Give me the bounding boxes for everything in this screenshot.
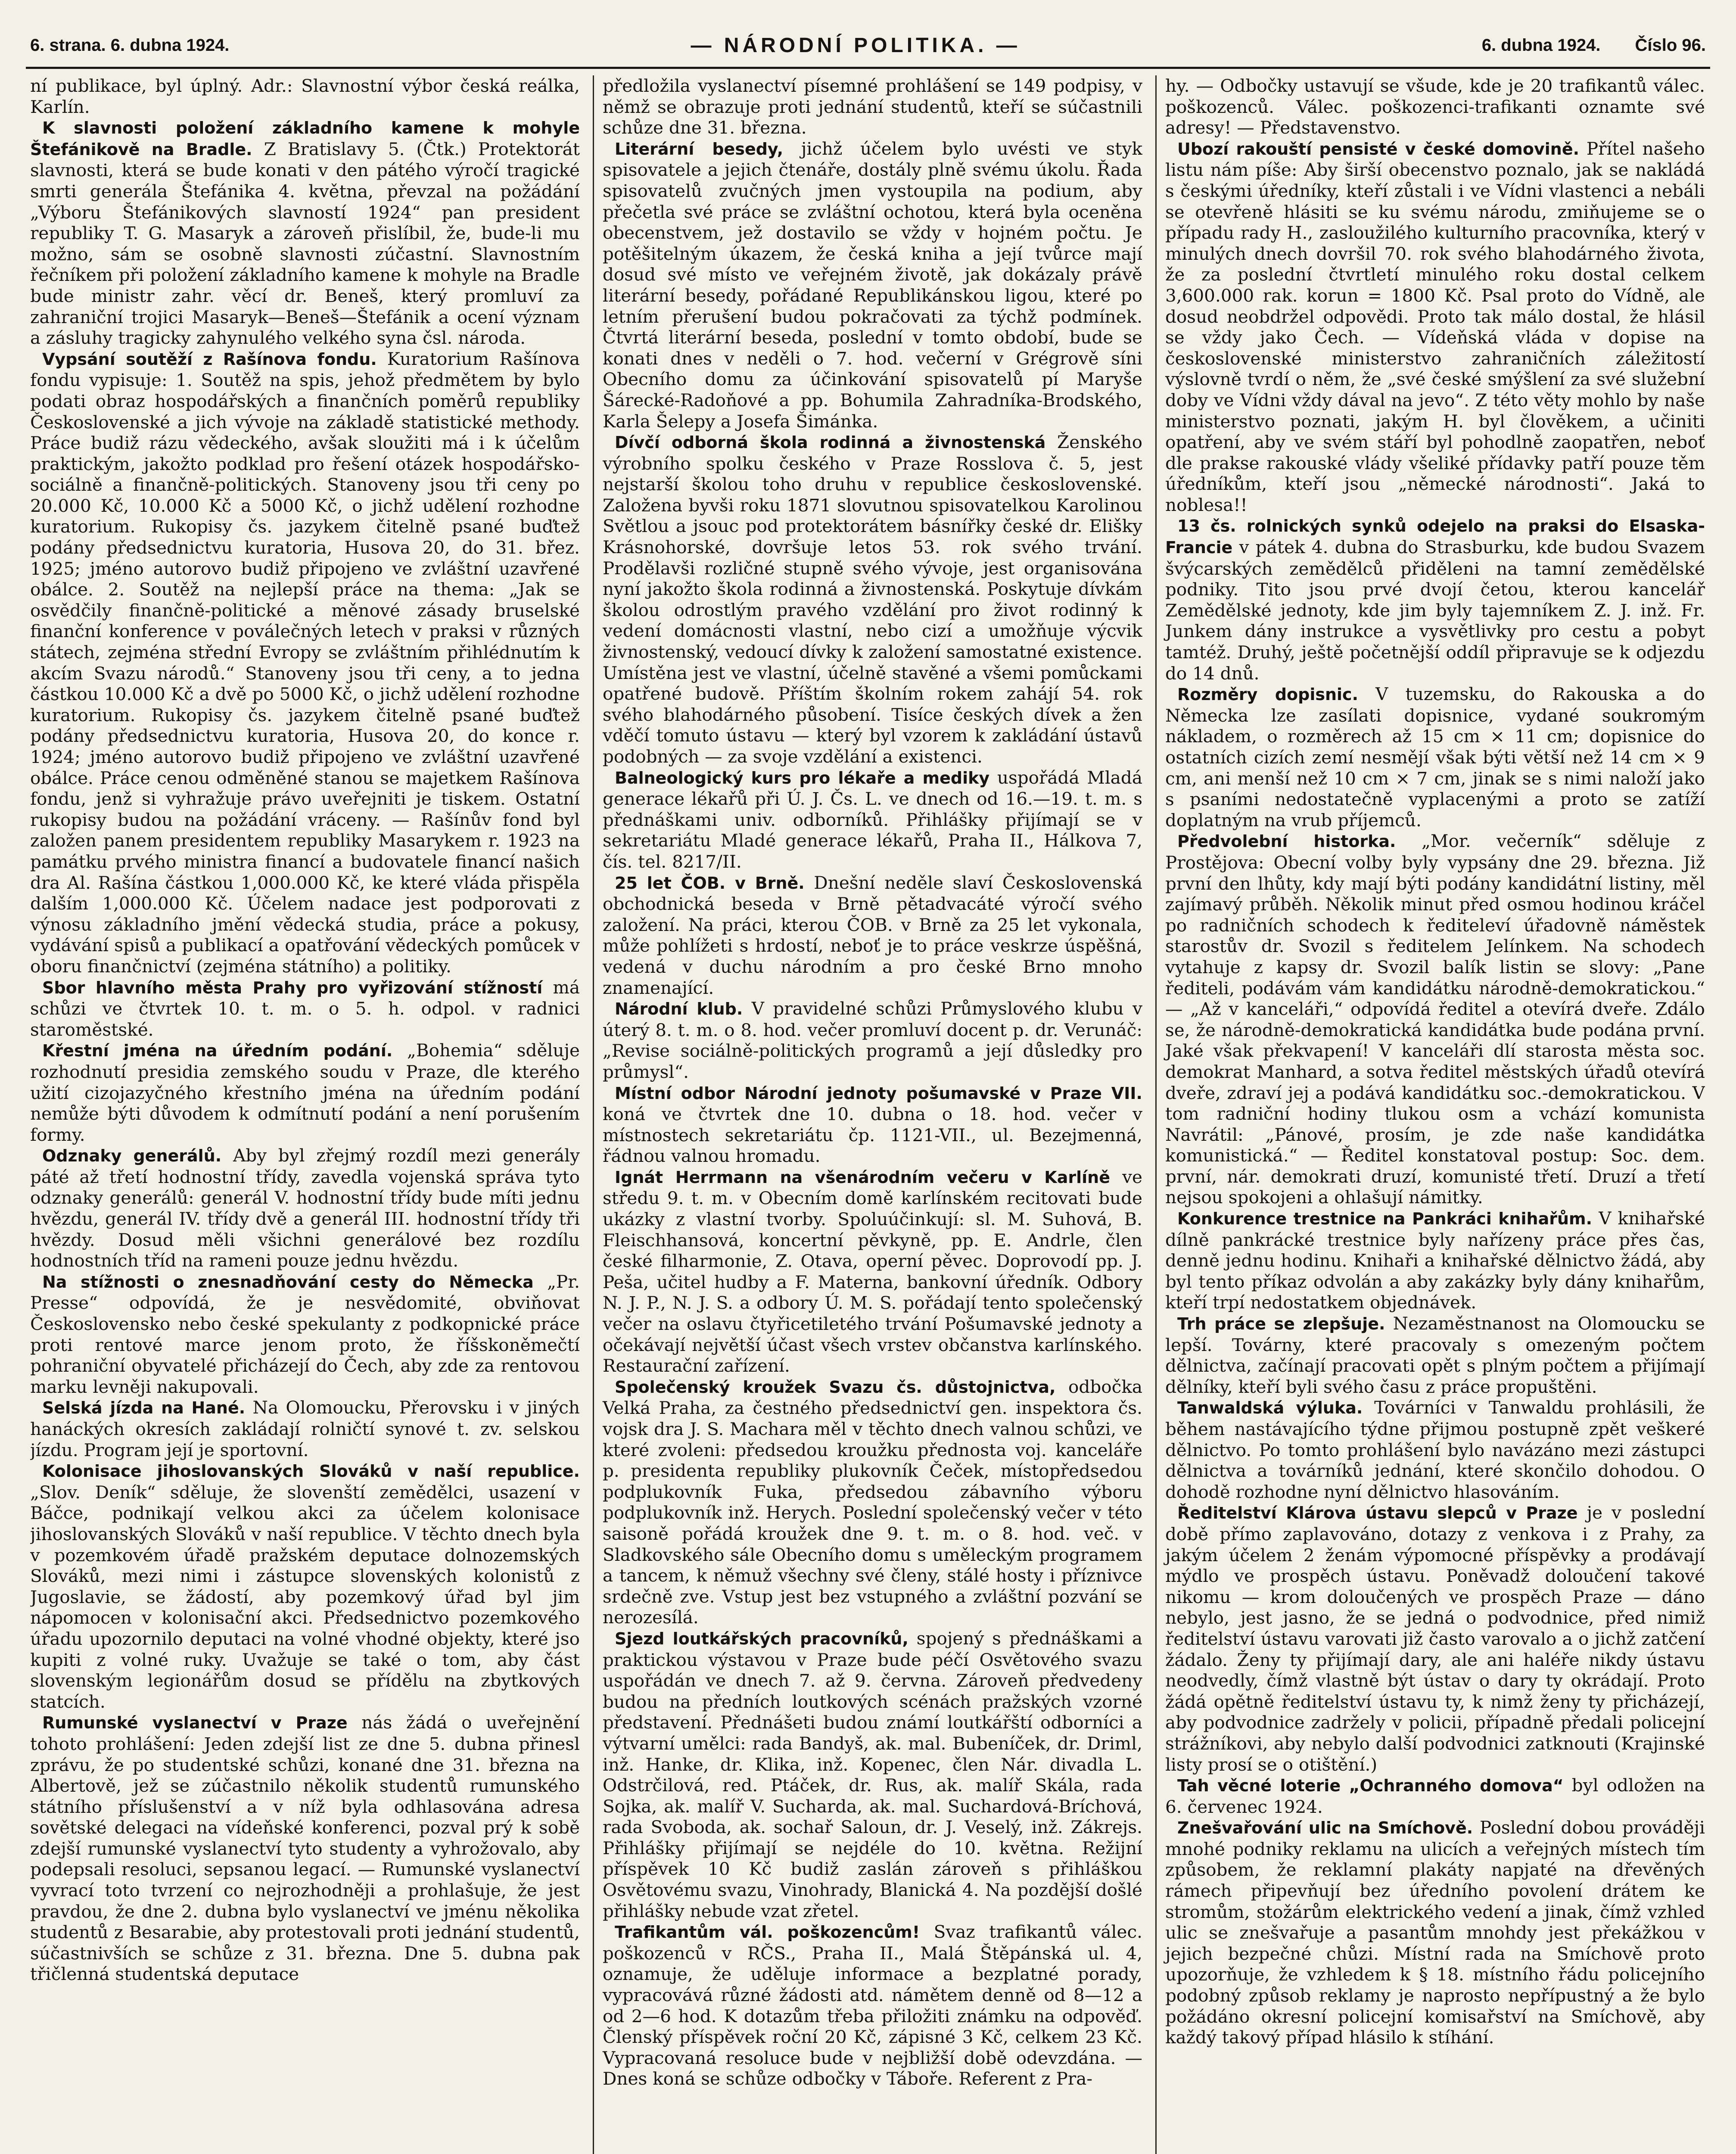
article-heading: Dívčí odborná škola rodinná a živnostenská: [615, 433, 1046, 452]
article-heading: Znešvařování ulic na Smíchově.: [1177, 1818, 1473, 1838]
article: [603, 1921, 1142, 2089]
article-body: V pravidelné schůzi Průmyslového klubu v úterý 8. t. m. o 8. hod. večer promluví docent p. dr. Verunáč: „Revise sociálně-politických programů a její důsledky pro průmysl“.: [603, 998, 1142, 1082]
column-2: [593, 75, 1142, 2154]
article-heading: Tanwaldská výluka.: [1177, 1398, 1363, 1418]
article-body: Aby byl zřejmý rozdíl mezi generály páté až třetí hodnostní třídy, zavedla vojenská správa tyto odznaky generálů: generál V. hodnostní třídy bude míti jednu hvězdu, generál IV. třídy dvě a generál III. hodnostní třídy tři hvězdy. Dosud měli všichni generálové bez rozdílu hodnostních tříd na rameni pouze jednu hvězdu.: [30, 1145, 580, 1271]
article-body: uspořádá Mladá generace lékařů při Ú. J. Čs. L. ve dnech od 16.—19. t. m. s přednáškami univ. odborníků. Přihlášky přijímají se v sekretariátu Mladé generace lékařů, Praha II., Hálkova 7, čís. tel. 8217/II.: [603, 767, 1142, 872]
article-body: „Slov. Deník“ sděluje, že slovenští zemědělci, usazení v Báčce, podnikají velkou akci za účelem kolonisace jihoslovanských Slováků v naší republice. V těchto dnech byla v pozemkovém úřadě pražském deputace dolnozemských Slováků, mezi nimi i zástupce slovenských kolonistů z Jugoslavie, se žádostí, aby pozemkový úřad byl jim nápomocen v kolonisační akci. Předsednictvo pozemkového úřadu upozornilo deputaci na volné vhodné objekty, které jso kupiti z volné ruky. Uvažuje se také o tom, aby část slovenským legionářům dosud se přídělu na zbytkových statcích.: [30, 1482, 580, 1712]
article-heading: Konkurence trestnice na Pankráci knihařům.: [1177, 1209, 1593, 1229]
page-header: [30, 26, 1706, 65]
article-heading: Rozměry dopisnic.: [1177, 685, 1359, 704]
article-heading: Ignát Herrmann na všenárodním večeru v Karlíně: [615, 1167, 1110, 1187]
article: [1165, 75, 1705, 138]
article-body: „Mor. večerník“ sděluje z Prostějova: Obecní volby byly vypsány dne 29. března. Již první den lhůty, kdy mají býti podány kandidátní listiny, měl zajímavý průběh. Několik minut před osmou hodinou kráčel po radničních schodech k řediteleví úřadovně náměstek starostův dr. Svozil s ředitelem Jelínkem. Na schodech vytahuje z kapsy dr. Svozil balík listin se slovy: „Pane řediteli, podávám vám kandidátku národně-demokratickou.“ — „Až v kanceláři,“ odpovídá ředitel a otevírá dveře. Zdálo se, že národně-demokratická kandidátka bude podána první. Jaké však překvapení! V kanceláři dlí starosta města soc. demokrat Manhard, a sotva ředitel městských úřadů otevírá dveře, zdraví jej a podává kandidátku soc.-demokratickou. V tom radniční hodiny tlukou osm a vchází komunista Navrátil: „Pánové, prosím, je zde naše kandidátka komunistická.“ — Ředitel konstatoval postup: Soc. dem. první, nár. demokrati druzí, komunisté třetí. Druzí a třetí nejsou spokojeni a ohlašují námitky.: [1165, 831, 1705, 1208]
article-body: ní publikace, byl úplný. Adr.: Slavnostní výbor česká reálka, Karlín.: [30, 75, 580, 117]
article-body: Poslední dobou prováději mnohé podniky reklamu na ulicích a veřejných místech tím způsobem, že reklamní plakáty napjaté na dřevěných rámech připevňují bez úředního povolení drátem ke stromům, stožárům elektrického vedení a jinak, čímž vzhled ulic se znešvařuje a pasantům mnohdy jest překážkou v jejich bezpečné chůzi. Místní rada na Smíchově proto upozorňuje, že vzhledem k § 18. místního řádu policejního podobný způsob reklamy je naprosto nepřípustný a že bylo požádáno okresní policejní komisařství na Smíchově, aby každý takový případ hlásilo k stíhání.: [1165, 1817, 1705, 2048]
article-body: předložila vyslanectví písemné prohlášení se 149 podpisy, v němž se obrazuje proti jednání studentů, kteří se súčastnili schůze dne 31. března.: [603, 75, 1142, 138]
article-heading: 13 čs. rolnických synků odejelo na praksi do Elsaska-Francie: [1165, 517, 1705, 557]
article-heading: Balneologický kurs pro lékaře a mediky: [615, 768, 990, 788]
article-body: Nezaměstnanost na Olomoucku se lepší. Továrny, které pracovaly s omezeným počtem dělnictva, začínají pracovati opět s plným počtem a přijímají dělníky, kteří byli svého času z práce propuštěni.: [1165, 1313, 1705, 1397]
article-body: v pátek 4. dubna do Strasburku, kde budou Svazem švýcarských zemědělců přiděleni na tamní zemědělské podniky. Tito jsou prvé dvojí četou, kterou kancelář Zemědělské jednoty, kde jim byly tajemníkem Z. J. inž. Fr. Junkem dány instrukce a vysvětlivky pro cestu a pobyt tamtéž. Druhý, ještě početnější oddíl připravuje se k odjezdu do 14 dnů.: [1165, 537, 1705, 684]
article-body: Dnešní neděle slaví Československá obchodnická beseda v Brně pětadvacáté výročí svého založení. Na práci, kterou ČOB. v Brně za 25 let vykonala, může pohlížeti s hrdostí, neboť je to práce veskrze úspěšná, vedená v duchu národním a pro české Brno mnoho znamenající.: [603, 872, 1142, 998]
article: [30, 1460, 580, 1712]
article: [30, 977, 580, 1040]
article-body: Svaz trafikantů válec. poškozenců v RČS., Praha II., Malá Štěpánská ul. 4, oznamuje, že uděluje informace a bezplatné porady, vypracovává různé žádosti atd. námětem denně od 8—12 a od 2—6 hod. K dotazům třeba přiložiti známku na odpověď. Členský příspěvek roční 20 Kč, zápisné 3 Kč, celkem 23 Kč. Vypracovaná resoluce bude v nejbližší době odevzdána. — Dnes koná se schůze odbočky v Táboře. Referent z Pra-: [603, 1921, 1142, 2089]
page-label: 6. strana. 6. dubna 1924.: [30, 35, 230, 55]
article: [603, 1376, 1142, 1628]
article-heading: Kolonisace jihoslovanských Slováků v naší republice.: [42, 1462, 580, 1481]
issue-number: Číslo 96.: [1635, 35, 1706, 55]
article-heading: K slavnosti položení základního kamene k mohyle Štefánikově na Bradle.: [30, 118, 580, 159]
article-body: odbočka Velká Praha, za čestného předsednictví gen. inspektora čs. vojsk dra J. S. Machara měl v těchto dnech valnou schůzi, ve které zvoleni: předsedou kroužku přednosta voj. kanceláře p. presidenta republiky plukovník Čeček, místopředsedou podplukovník Fuka, předsedou zábavního výboru podplukovník inž. Herych. Poslední společenský večer v této saisoně pořádá kroužek dne 9. t. m. o 8. hod. več. v Sladkovského sále Obecního domu s uměleckým programem a tancem, k němuž všechny své členy, stálé hosty i příznivce srdečně zve. Vstup jest bez vstupného a zvláštní pozvání se nerozesílá.: [603, 1376, 1142, 1628]
article-body: Z Bratislavy 5. (Čtk.) Protektorát slavnosti, která se bude konati v den pátého výročí tragické smrti generála Štefánika 4. května, převzal na požádání „Výboru Štefánikových slavností 1924“ pan president republiky T. G. Masaryk a zároveň přislíbil, že, bude-li mu možno, sám se osobně slavnosti zúčastní. Slavnostním řečníkem při položení základního kamene k mohyle na Bradle bude ministr zahr. věcí dr. Beneš, který promluví za zahraniční trojici Masaryk—Beneš—Štefánik a ocení význam a zásluhy tragicky zahynulého velkého syna čsl. národa.: [30, 138, 580, 349]
article: [1165, 515, 1705, 684]
article-heading: Sbor hlavního města Prahy pro vyřizování stížností: [42, 978, 543, 997]
article: [603, 432, 1142, 767]
column-1: [30, 75, 580, 2154]
article-body: ve středu 9. t. m. v Obecním domě karlínském recitovati bude ukázky z vlastní tvorby. Spoluúčinkují: sl. M. Suhová, B. Fleischhansová, koncertní pěvkyně, pp. E. Andrle, člen české filharmonie, Z. Otava, operní pěvec. Doprovodí pp. J. Peša, učitel hudby a F. Materna, bankovní úředník. Odbory N. J. P., N. J. S. a odbory Ú. M. S. pořádají tento společenský večer na oslavu čtyřicetiletého trvání Pošumavské jednoty a očekávají největší účast všech vrstev občanstva karlínského. Restaurační zařízení.: [603, 1166, 1142, 1376]
column-3: [1155, 75, 1705, 2154]
article: [603, 1083, 1142, 1167]
article-body: V tuzemsku, do Rakouska a do Německa lze zasílati dopisnice, vydané soukromým nákladem, o rozměrech až 15 cm × 11 cm; dopisnice do ostatních cizích zemí nesmějí však býti větší než 14 cm × 9 cm, ani menší než 10 cm × 7 cm, jinak se s nimi naloží jako s psaními nedostatečně vyplacenými a proto se zatíží doplatným na vrub příjemců.: [1165, 684, 1705, 831]
article-heading: Literární besedy,: [615, 139, 784, 159]
article: [1165, 1502, 1705, 1775]
article: [1165, 684, 1705, 831]
article: [1165, 1775, 1705, 1817]
header-right: [1482, 36, 1706, 55]
article-body: Továrníci v Tanwaldu prohlásili, že během nastávajícího týdne přijmou postupně zpět veškeré dělnictvo. Po tomto prohlášení bylo navázáno mezi zástupci dělnictva a továrníků jednání, které skončilo dohodou. O dohodě rozhodne nyní dělnictvo hlasováním.: [1165, 1397, 1705, 1502]
article: [30, 1712, 580, 1985]
article-heading: Odznaky generálů.: [42, 1146, 222, 1166]
columns: [30, 75, 1706, 2154]
article-heading: Tah věcné loterie „Ochranného domova“: [1177, 1776, 1564, 1796]
article: [1165, 1208, 1705, 1313]
article-body: nás žádá o uveřejnění tohoto prohlášení: Jeden zdejší list ze dne 5. dubna přinesl zprávu, že po studentské schůzi, konané dne 31. března na Albertově, jež se zúčastnilo několik studentů rumunského státního příslušenství a v níž byla odhlasována adresa sovětské delegaci na vídeňské konferenci, pozval prý k sobě zdejší rumunské vyslanectví tyto studenty a vyhrožovalo, aby podepsali resoluci, sepsanou legací. — Rumunské vyslanectví vyvrací toto tvrzení co nejrozhodněji a prohlašuje, že jest pravdou, že dne 2. dubna bylo vyslanectví ve jménu několika studentů z Besarabie, aby protestovali proti jednání studentů, súčastnivších se schůze z 31. března. Dne 5. dubna pak třičlenná studentská deputace: [30, 1712, 580, 1985]
article-body: Ženského výrobního spolku českého v Praze Rosslova č. 5, jest nejstarší školou toho druhu v republice československé. Založena byvši roku 1871 slovutnou spisovatelkou Karolinou Světlou a jsouc pod protektorátem básnířky české dr. Elišky Krásnohorské, dovršuje letos 53. rok svého trvání. Prodělavši rozličné stupně svého vývoje, jest organisována nyní jakožto škola rodinná a živnostenská. Poskytuje dívkám školou odrostlým pravého vzdělání pro život rodinný k vedení domácnosti vlastní, nebo cizí a umožňuje výcvik živnostenský, vedoucí dívky k založení samostatné existence. Umístěna jest ve vlastní, účelně stavěné a všemi pomůckami opatřené budově. Příštím školním rokem zahájí 54. rok svého blahodárného působení. Tisíce českých dívek a žen vděčí tomuto ústavu — který byl vzorem k zakládání ústavů podobných — za svoje vzdělání a existenci.: [603, 432, 1142, 767]
article-heading: Vypsání soutěží z Rašínova fondu.: [42, 349, 377, 369]
article-body: byl odložen na 6. červenec 1924.: [1165, 1775, 1705, 1817]
article-heading: 25 let ČOB. v Brně.: [615, 873, 805, 893]
article: [30, 1145, 580, 1271]
article-body: Na Olomoucku, Přerovsku i v jiných hanáckých okresích zakládají rolničtí synové t. zv. selskou jízdu. Program její je sportovní.: [30, 1397, 580, 1460]
article-body: Kuratorium Rašínova fondu vypisuje: 1. Soutěž na spis, jehož předmětem by bylo podati obraz hospodářských a finančních poměrů republiky Československé a jich vývoje na základě statistické methody. Práce budiž rázu vědeckého, avšak sloužiti má i k účelům praktickým, jakožto podklad pro řešení otázek hospodářsko-sociálně a finančně-politických. Stanoveny jsou tři ceny po 20.000 Kč, 10.000 Kč a 5000 Kč, o jichž udělení rozhodne kuratorium. Rukopisy čs. jazykem čitelně psané buďtež podány předsednictvu kuratoria, Husova 20, do 31. břez. 1925; jméno autorovo budiž připojeno ve zvláštní uzavřené obálce. 2. Soutěž na nejlepší práce na thema: „Jak se osvědčily finančně-politické a měnové zásady bruselské finanční konference v poválečných letech v praksi v různých státech, zejména střední Evropy se zvláštním přihlédnutím k akcím Svazu národů.“ Stanoveny jsou tři ceny, a to jedna částkou 10.000 Kč a dvě po 5000 Kč, o jichž udělení rozhodne kuratorium. Rukopisy čs. jazykem čitelně psané buďtež podány předsednictvu kuratoria, Husova 20, do konce r. 1924; jméno autorovo budiž připojeno ve zvláštní uzavřené obálce. Práce cenou odměněné stanou se majetkem Rašínova fondu, jenž si vyhražuje právo uveřejniti je tiskem. Ostatní rukopisy budou na požádání vráceny. — Rašínův fond byl založen panem presidentem republiky Masarykem r. 1923 na památku prvého ministra financí a budovatele financí našich dra Al. Rašína částkou 1,000.000 Kč, ke které vláda přispěla dalším 1,000.000 Kč. Účelem nadace jest podporovati z výnosu základního jmění vědecká studia, práce a pokusy, vydávání spisů a publikací a opatřování vědeckých pomůcek v oboru finančnictví (zejména státního) a politiky.: [30, 348, 580, 977]
article-heading: Trh práce se zlepšuje.: [1177, 1314, 1385, 1334]
header-rule: [26, 67, 1710, 69]
article: [30, 1271, 580, 1398]
article-heading: Sjezd loutkářských pracovníků,: [615, 1629, 908, 1648]
article: [603, 138, 1142, 432]
article: [603, 1167, 1142, 1376]
article-heading: Na stížnosti o znesnadňování cesty do Německa: [42, 1272, 534, 1292]
article-heading: Ředitelství Klárova ústavu slepců v Praze: [1177, 1503, 1578, 1523]
article-body: V knihařské dílně pankrácké trestnice byly nařízeny práce přes čas, denně jednu hodinu. Knihaři a knihařské dělnictvo žádá, aby byl tento příkaz odvolán a aby zakázky byly dány knihařům, kteří trpí nedostatkem objednávek.: [1165, 1208, 1705, 1313]
article: [30, 1040, 580, 1145]
article-heading: Selská jízda na Hané.: [42, 1398, 246, 1418]
article-heading: Společenský kroužek Svazu čs. důstojnictva,: [615, 1377, 1056, 1397]
article: [30, 349, 580, 977]
article-body: hy. — Odbočky ustavují se všude, kde je 20 trafikantů válec. poškozenců. Válec. poškozenci-trafikanti oznamte své adresy! — Představenstvo.: [1165, 75, 1705, 138]
article: [1165, 1313, 1705, 1397]
article: [1165, 1397, 1705, 1502]
article: [30, 117, 580, 349]
article-body: je v poslední době přímo zaplavováno, dotazy z venkova i z Prahy, za jakým účelem 2 ženám výpomocné příspěvky a prodávají mýdlo ve prospěch ústavu. Poněvadž doloučení takové nikomu — krom doloučených ve prospěch Praze — dáno nebylo, jest jasno, že se jedná o podvodnice, před nimiž ředitelství ústavu varovati již často varovalo a o jichž zatčení žádalo. Ženy ty přijímají dary, ale ani haléře nikdy ústavu neodvedly, čímž vlastně být ústav o dary ty okrádají. Proto žádá opětně ředitelství ústavu ty, k nimž ženy ty přicházejí, aby podvodnice zadržely v policii, případně předali policejní strážníkovi, aby nebylo další podvodnici zatknouti (Krajinské listy prosí se o otištění.): [1165, 1502, 1705, 1775]
article-heading: Místní odbor Národní jednoty pošumavské v Praze VII.: [615, 1083, 1142, 1103]
article-heading: Rumunské vyslanectví v Praze: [42, 1713, 348, 1733]
article-body: spojený s přednáškami a praktickou výstavou v Praze bude péčí Osvětového svazu uspořádán ve dnech 7. až 9. června. Zároveň předvedeny budou na předních loutkových scénách pražských vzorné představení. Přednášeti budou známí loutkářští odborníci a výtvarní umělci: rada Bandyš, ak. mal. Bubeníček, dr. Driml, inž. Hanke, dr. Klika, inž. Kopenec, člen Nár. divadla L. Odstrčilová, red. Ptáček, dr. Rus, ak. malíř Skála, rada Sojka, ak. malíř V. Suchardа, ak. mal. Suchardová-Bríchová, rada Svoboda, ak. sochař Saloun, dr. J. Veselý, inž. Zákrejs. Přihlášky přijímají se nejdéle do 10. května. Režijní příspěvek 10 Kč budiž zaslán zároveň s přihláškou Osvětovému svazu, Vinohrady, Blanická 4. Na pozdější došlé přihlášky nebude vzat zřetel.: [603, 1628, 1142, 1921]
article: [603, 1628, 1142, 1921]
article: [1165, 138, 1705, 516]
article: [603, 75, 1142, 138]
masthead: — NÁRODNÍ POLITIKA. —: [691, 34, 1020, 57]
article: [603, 767, 1142, 872]
article: [30, 75, 580, 117]
article: [30, 1397, 580, 1460]
header-date: 6. dubna 1924.: [1481, 35, 1601, 55]
article-heading: Trafikantům vál. poškozencům!: [615, 1923, 920, 1942]
article-body: má schůzi ve čtvrtek 10. t. m. o 5. h. odpol. v radnici staroměstské.: [30, 977, 580, 1040]
article-heading: Ubozí rakouští pensisté v české domovině.: [1177, 139, 1580, 159]
article-body: „Pr. Presse“ odpovídá, že je nesvědomité, obviňovat Československo nebo české spekulanty z podkopnické práce proti rentové marce jenom proto, že říšskoněmečtí pohraniční obyvatelé přicházejí do Čech, aby zde za rentovou marku levněji nakupovali.: [30, 1271, 580, 1397]
article: [1165, 1817, 1705, 2048]
article-heading: Křestní jména na úředním podání.: [42, 1041, 393, 1061]
article-body: Přítel našeho listu nám píše: Aby širší obecenstvo poznalo, jak se nakládá s českými úředníky, kteří zůstali i ve Vídni vlastenci a nebáli se otevřeně hlásiti se ku svému národu, zmiňujeme se o případu rady H., zasloužilého kulturního pracovníka, který v minulých dnech dovršil 70. rok svého blahodárného života, že za poslední čtvrtletí minulého roku dostal celkem 3,600.000 rak. korun = 1800 Kč. Psal proto do Vídně, ale dosud neobdržel odpovědi. Proto tak málo dostal, že hlásil se vždy jako Čech. — Vídeňská vláda v dopise na československé ministerstvo zahraničních záležitostí výslovně tvrdí o něm, že „své české smýšlení za své služební doby ve Vídni vždy dával na jevo“. Z této věty mohlo by naše ministerstvo poznati, jakým H. byl člověkem, a učiniti opatření, aby ve svém stáří byl pohodlně zaopatřen, neboť dle prakse rakouské vlády všeliké přídavky patří pouze těm úředníkům, kteří jsou „německé národnosti“. Jaká to noblesa!!: [1165, 138, 1705, 515]
article-heading: Předvolební historka.: [1177, 832, 1396, 851]
article: [603, 872, 1142, 999]
article-body: koná ve čtvrtek dne 10. dubna o 18. hod. večer v místnostech sekretariátu čp. 1121-VII., ul. Bezejmenná, řádnou valnou hromadu.: [603, 1104, 1142, 1167]
article: [603, 998, 1142, 1082]
article-heading: Národní klub.: [615, 999, 743, 1019]
article-body: „Bohemia“ sděluje rozhodnutí presidia zemského soudu v Praze, dle kterého užití cizojazyčného křestního jména na úředním podání nemůže býti důvodem k odmítnutí podání a není porušením formy.: [30, 1040, 580, 1145]
article: [1165, 831, 1705, 1208]
article-body: jichž účelem bylo uvésti ve styk spisovatele a jejich čtenáře, dostály plně svému úkolu. Řada spisovatelů zvučných jmen vystoupila na podium, aby přečetla své práce se zvláštní ochotou, která byla oceněna obecenstvem, jež dostavilo se vždy v hojném počtu. Je potěšitelným úkazem, že česká kniha a její tvůrce mají dosud své místo ve veřejném životě, jak dokázaly právě literární besedy, pořádané Republikánskou ligou, které po letním přerušení budou pokračovati za týchž podmínek. Čtvrtá literární beseda, poslední v tomto období, bude se konati dnes v neděli o 7. hod. večerní v Grégrově síni Obecního domu za účinkování spisovatelů pí Maryše Šárecké-Radoňové a pp. Bohumila Zahradníka-Brodského, Karla Šelepy a Josefa Šimánka.: [603, 138, 1142, 432]
